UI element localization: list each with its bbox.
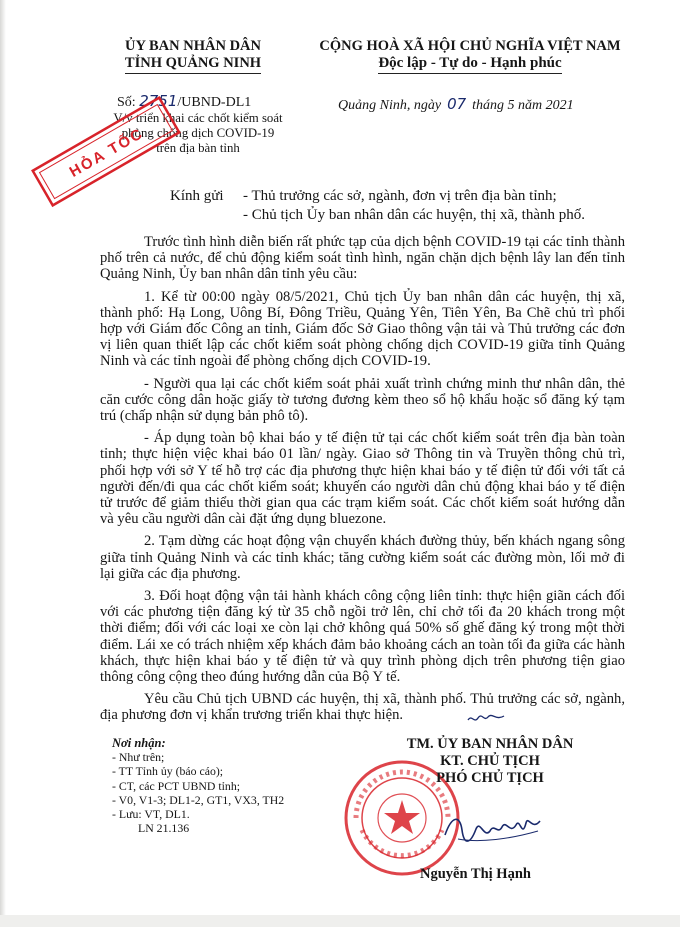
date-day-handwritten: 07 <box>447 95 467 113</box>
scan-bottom-strip <box>0 915 680 927</box>
scan-edge-shadow <box>0 0 6 927</box>
handwritten-initial-mark <box>466 712 506 726</box>
signature-block <box>380 736 600 787</box>
date-place: Quảng Ninh, ngày <box>338 98 442 113</box>
national-header <box>300 38 640 74</box>
doc-number-prefix: Số: <box>117 95 136 110</box>
distribution-list <box>112 736 284 835</box>
national-title: CỘNG HOÀ XÃ HỘI CHỦ NGHĨA VIỆT NAM <box>319 38 621 54</box>
body-paragraph-item-1: 1. Kể từ 00:00 ngày 08/5/2021, Chủ tịch Ủy ban nhân dân các huyện, thị xã, thành phố: Hạ Long, Uông Bí, Đông Triều, Quảng Yên, Tiên Yên, Ba Chẽ chủ trì phối hợp với Giám đốc Công an tỉnh, Giám đốc Sở Giao thông vận tải và Thủ trưởng các đơn vị liên quan thiết lập các chốt kiểm soát phòng chống dịch COVID-19 giữa tỉnh Quảng Ninh và các tỉnh ngoài để phòng chống dịch COVID-19. <box>100 288 625 370</box>
body-paragraph-item-3: 3. Đối hoạt động vận tải hành khách công cộng liên tỉnh: thực hiện giãn cách đối với các phương tiện đăng ký từ 35 chỗ ngồi trở lên, chỉ chở tối đa 20 khách trong một thời điểm; đối với các loại xe còn lại chở không quá 50% số ghế đăng ký trong một thời điểm. Lái xe có trách nhiệm xếp khách đảm bảo khoảng cách an toàn tối đa giữa các hành khách, thực hiện khai báo y tế điện tử và quy trình phòng dịch trên phương tiện giao thông công cộng theo đúng hướng dẫn của Bộ Y tế. <box>100 588 625 686</box>
signer-name: Nguyễn Thị Hạnh <box>420 866 531 882</box>
doc-number-handwritten: 2751 <box>139 92 178 110</box>
signature-line-1: TM. ỦY BAN NHÂN DÂN <box>406 736 574 752</box>
distribution-item: - Như trên; <box>112 750 165 765</box>
distribution-item: - CT, các PCT UBND tỉnh; <box>112 778 241 793</box>
recipient-line-2: - Chủ tịch Ủy ban nhân dân các huyện, thị xã, thành phố. <box>243 207 585 223</box>
subject-line-1: V/v triển khai các chốt kiểm soát <box>113 111 283 125</box>
distribution-item: - V0, V1-3; DL1-2, GT1, VX3, TH2 <box>112 792 285 807</box>
body-paragraph-health-declaration: - Áp dụng toàn bộ khai báo y tế điện tử tại các chốt kiểm soát trên địa bàn toàn tỉnh; thực hiện việc khai báo 01 lần/ ngày. Giao sở Thông tin và Truyền thông chủ trì, phối hợp với sở Y tế hỗ trợ các địa phương thực hiện khai báo y tế điện tử đối với tất cả người đến/đi qua các chốt kiểm soát; khuyến cáo người dân chủ động khai báo y tế điện tử trước để giảm thiểu thời gian qua các trạm kiểm soát. Các chốt kiểm soát hướng dẫn và yêu cầu người dân cài đặt ứng dụng bluezone. <box>100 430 625 528</box>
body-paragraph-item-2: 2. Tạm dừng các hoạt động vận chuyển khách đường thủy, bến khách ngang sông giữa tỉnh Quảng Ninh và các tỉnh khác; tăng cường kiểm soát các đường mòn, lối mở đi lại giữa các địa phương. <box>100 533 625 582</box>
distribution-title: Nơi nhận: <box>112 736 166 750</box>
recipients-label: Kính gửi <box>170 188 224 204</box>
issuer-header <box>88 38 298 74</box>
signature-line-2: KT. CHỦ TỊCH <box>440 753 540 769</box>
handwritten-signature <box>440 805 550 855</box>
signature-line-3: PHÓ CHỦ TỊCH <box>436 770 544 786</box>
subject-line-2: phòng chống dịch COVID-19 <box>121 126 275 140</box>
issuer-line-2: TỈNH QUẢNG NINH <box>125 55 261 74</box>
distribution-item: - Lưu: VT, DL1. <box>112 807 190 822</box>
date-month-year: tháng 5 năm 2021 <box>472 98 574 113</box>
issuer-line-1: ỦY BAN NHÂN DÂN <box>124 38 261 54</box>
doc-number-suffix: /UBND-DL1 <box>177 95 252 110</box>
date-line <box>338 95 574 114</box>
body-paragraph-request: Yêu cầu Chủ tịch UBND các huyện, thị xã, thành phố. Thủ trưởng các sở, ngành, địa phương đơn vị khẩn trương triển khai thực hiện. <box>100 691 625 724</box>
urgent-stamp-text: HỎA TỐC <box>66 124 147 181</box>
document-body <box>100 234 625 730</box>
recipient-line-1: - Thủ trưởng các sở, ngành, đơn vị trên địa bàn tỉnh; <box>243 188 557 204</box>
body-paragraph-intro: Trước tình hình diễn biến rất phức tạp của dịch bệnh COVID-19 tại các tỉnh thành phố trên cả nước, để chủ động kiểm soát tình hình, ngăn chặn dịch bệnh lây lan đến tỉnh Quảng Ninh, Ủy ban nhân dân tỉnh yêu cầu: <box>100 234 625 283</box>
national-motto: Độc lập - Tự do - Hạnh phúc <box>378 55 561 74</box>
body-paragraph-id-check: - Người qua lại các chốt kiểm soát phải xuất trình chứng minh thư nhân dân, thẻ căn cước công dân hoặc giấy tờ tương đương kèm theo sổ hộ khẩu hoặc sổ đăng ký tạm trú (chấp nhận sử dụng bản phô tô). <box>100 375 625 425</box>
subject-line-3: trên địa bàn tỉnh <box>156 141 240 155</box>
distribution-item: - TT Tỉnh ủy (báo cáo); <box>112 764 224 779</box>
distribution-code: LN 21.136 <box>138 821 190 836</box>
